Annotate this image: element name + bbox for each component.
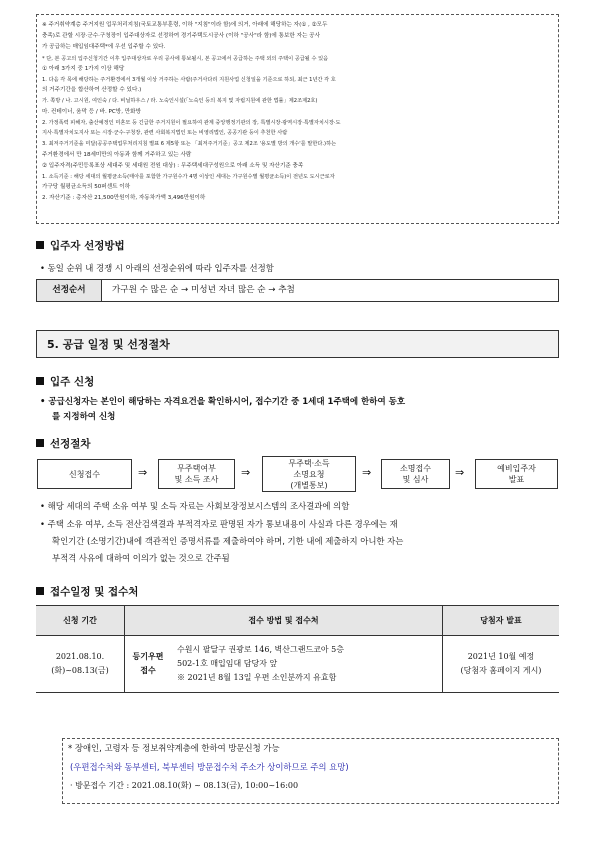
flow-arrow-icon: ⇒ bbox=[138, 466, 148, 479]
procedure-bullet2-line2: 확인기간 (소명기간)내에 객관적인 증명서류를 제출하여야 하며, 기한 내에 제출하지 아니한 자는 bbox=[52, 536, 404, 546]
table-header-row bbox=[36, 606, 559, 636]
notice-line: 충족)로 관할 시장·군수·구청장이 입주대상자로 선정하여 경기주택도시공사 (이하 "공사"라 함)에 통보한 자는 공사 bbox=[42, 33, 320, 39]
notice-line: 마. 컨테이너, 움막 등 / 바. PC방, 만화방 bbox=[42, 109, 141, 115]
notice-line: 가 공급하는 매입임대주택*에 우선 입주할 수 있다. bbox=[42, 44, 166, 50]
procedure-bullet1: • 해당 세대의 주택 소유 여부 및 소득 자료는 사회보장정보시스템의 조사결과에 의함 bbox=[40, 501, 350, 511]
flow-step-explanation-request: 무주택·소득 소명요청 (개별통보) bbox=[262, 456, 356, 492]
procedure-bullet2-line3: 부적격 사유에 대하여 이의가 없는 것으로 간주됨 bbox=[52, 553, 230, 563]
method-cell: 등기우편 접수 bbox=[125, 636, 172, 693]
visit-note-line1: * 장애인, 고령자 등 정보취약계층에 한하여 방문신청 가능 bbox=[68, 743, 280, 753]
table-header: 접수 방법 및 접수처 bbox=[125, 606, 443, 636]
visit-note-line3: · 방문접수 기간 : 2021.08.10(화) ~ 08.13(금), 10:00~16:00 bbox=[70, 781, 299, 790]
announce-cell: 2021년 10월 예정 (당첨자 홈페이지 게시) bbox=[443, 636, 560, 693]
schedule-heading: 접수일정 및 접수처 bbox=[36, 584, 138, 599]
flow-step-review: 소명접수 및 심사 bbox=[381, 459, 450, 489]
procedure-heading: 선정절차 bbox=[36, 436, 91, 451]
notice-line: * 단, 본 공고의 입주신청기간 이후 입주대상자로 우리 공사에 통보될시, 본 공고에서 공급하는 주택 외의 주택이 공급될 수 있음 bbox=[42, 56, 329, 62]
notice-line: 주거환경에서 만 18세미만의 아동과 함께 거주하고 있는 사람 bbox=[42, 152, 192, 158]
table-header: 신청 기간 bbox=[36, 606, 125, 636]
place-cell: 수원시 팔달구 권광로 146, 벽산그랜드코아 5층 502-1호 매입임대 담당자 앞 ※ 2021년 8월 13일 우편 소인분까지 유효함 bbox=[171, 636, 443, 693]
selection-order-box bbox=[36, 279, 559, 302]
table-header: 당첨자 발표 bbox=[443, 606, 560, 636]
notice-line: 1. 다음 각 목에 해당하는 주거환경에서 3개월 이상 거주하는 사람(주거사다리 지원사업 신청일을 기준으로 하되, 최근 1년간 각 호 bbox=[42, 77, 336, 83]
notice-line: ② 입주자격(주민등록표상 세대주 및 세대원 전원 대상) : 무주택세대구성원으로 아래 소득 및 자산기준 충족 bbox=[42, 163, 304, 169]
notice-line: 2. 자산기준 : 총자산 21,500만원이하, 자동차가액 3,496만원이하 bbox=[42, 195, 206, 201]
notice-line: ① 아래 3가지 중 1가지 이상 해당 bbox=[42, 66, 125, 72]
apply-text-line1: • 공급신청자는 본인이 해당하는 자격요건을 확인하시어, 접수기간 중 1세대 1주택에 한하여 동호 bbox=[40, 397, 406, 407]
apply-text-line2: 를 지정하여 신청 bbox=[52, 412, 116, 422]
square-bullet-icon bbox=[36, 377, 44, 385]
order-label: 선정순서 bbox=[37, 280, 102, 301]
notice-line: 가. 쪽방 / 나. 고시원, 여인숙 / 다. 비닐하우스 / 라. 노숙인시설(「노숙인 등의 복지 및 자립지원에 관한 법률」제2조제2호) bbox=[42, 98, 318, 104]
section-title-box bbox=[36, 330, 559, 358]
notice-line: ※ 주거취약계층 주거지원 업무처리지침(국토교통부훈령, 이하 "지침"이라 함)에 의거, 아래에 해당하는 자(① , ②모두 bbox=[42, 22, 328, 28]
square-bullet-icon bbox=[36, 439, 44, 447]
procedure-bullet2-line1: • 주택 소유 여부, 소득 전산검색결과 부적격자로 판명된 자가 통보내용이 사실과 다른 경우에는 재 bbox=[40, 519, 398, 529]
period-cell: 2021.08.10. (화)~08.13(금) bbox=[36, 636, 125, 693]
order-text: 가구원 수 많은 순 → 미성년 자녀 많은 순 → 추첨 bbox=[112, 285, 295, 295]
notice-line: 3. 최저주거기준을 미달(공공주택업무처리지침 별표 6 제5항 또는 「최저주거기준」공고 제2조 '용도별 방의 개수'를 말한다.)하는 bbox=[42, 141, 337, 147]
notice-line: 가구당 월평균소득의 50퍼센트 이하 bbox=[42, 184, 131, 190]
flow-arrow-icon: ⇒ bbox=[241, 466, 251, 479]
flow-step-investigation: 무주택여부 및 소득 조사 bbox=[158, 459, 235, 489]
flow-arrow-icon: ⇒ bbox=[455, 466, 465, 479]
schedule-table bbox=[36, 605, 559, 693]
notice-line: 2. 가정폭력 피해자, 출산예정인 미혼모 등 긴급한 주거지원이 필요하여 관계 중앙행정기관의 장, 특별시장·광역시장·특별자치시장·도 bbox=[42, 120, 341, 126]
method-bullet: • 동일 순위 내 경쟁 시 아래의 선정순위에 따라 입주자를 선정함 bbox=[40, 263, 274, 273]
square-bullet-icon bbox=[36, 241, 44, 249]
section-title: 5. 공급 일정 및 선정절차 bbox=[47, 338, 170, 351]
table-row bbox=[36, 636, 559, 693]
flow-arrow-icon: ⇒ bbox=[362, 466, 372, 479]
square-bullet-icon bbox=[36, 587, 44, 595]
flow-step-announcement: 예비입주자 발표 bbox=[475, 459, 558, 489]
flow-step-apply: 신청접수 bbox=[37, 459, 132, 489]
method-heading: 입주자 선정방법 bbox=[36, 238, 125, 253]
notice-line: 의 거주기간을 합산하여 산정할 수 있다.) bbox=[42, 87, 142, 93]
visit-note-line2: (우편접수처와 동부센터, 북부센터 방문접수처 주소가 상이하므로 주의 요망) bbox=[70, 762, 349, 772]
notice-line: 지사·특별자치도지사 또는 시장·군수·구청장, 관련 사회복지법인 또는 비영리법인, 공공기관 등이 추천한 사람 bbox=[42, 130, 288, 136]
apply-heading: 입주 신청 bbox=[36, 374, 94, 389]
notice-line: 1. 소득기준 : 해당 세대의 월평균소득(태아를 포함한 가구원수가 4명 이상인 세대는 가구원수별 월평균소득)이 전년도 도시근로자 bbox=[42, 174, 335, 180]
